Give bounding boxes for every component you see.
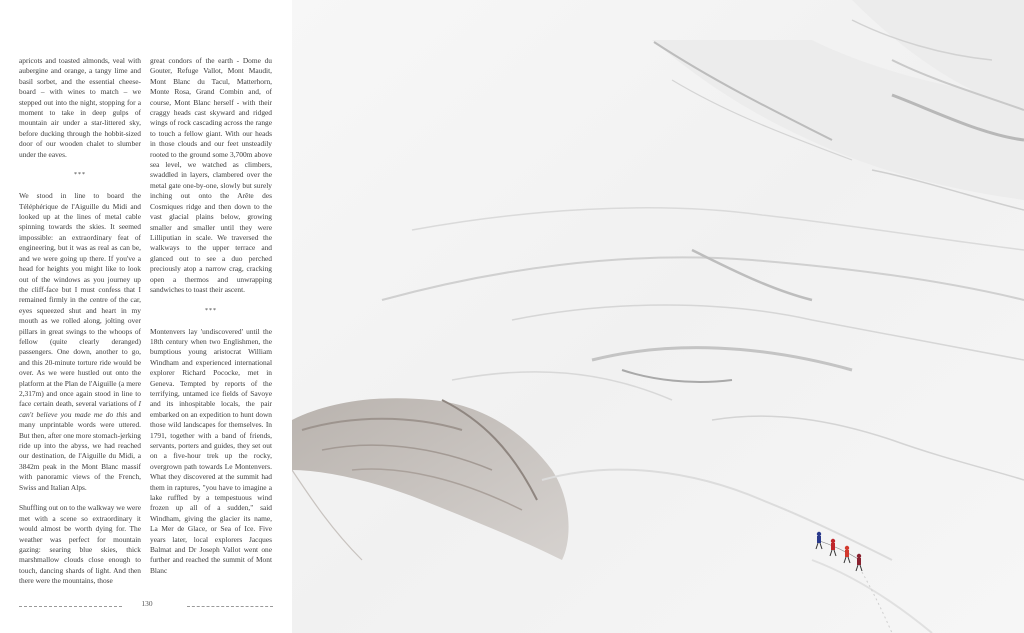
paragraph-text: We stood in line to board the Téléphérique de l'Aiguille du Midi and looked up at the lines of metal cable spinning towards the skies. It seemed impossible: an extraordinary feat of engineering, but it was as real as can be, and we were going up there. If you've a head for heights you might like to look out of the windows as you journey up the cliff-face but I must confess that I remained firmly in the centre of the car, eyes squeezed shut and heart in my mouth as we rolled along, jolting over pillars in great swings to the whoops of fellow (quite clearly deranged) passengers. One down, another to go, and this 20-minute torture ride would be over. As we were hustled out onto the platform at the Plan de l'Aiguille (a mere 2,317m) and once again stood in line to face certain death, several variations of [19,191,141,409]
paragraph [19,191,141,493]
right-text-column [150,56,272,587]
section-separator: *** [74,172,86,179]
paragraph: Montenvers lay 'undiscovered' until the 18th century when two Englishmen, the bumptious young aristocrat William Windham and experienced international explorer Richard Pococke, met in Geneva. Tempted by reports of the terrifying, untamed ice fields of Savoye and its inhospitable locals, the pair embarked on an expedition to hunt down those wild landscapes for themselves. In 1791, together with a band of friends, servants, porters and guides, they set out on a five-hour trek up the rocky, overgrown path towards Le Montenvers. What they discovered at the summit had them in raptures, "you have to imagine a lake ruffled by a tempestuous wind frozen up all of a sudden," said Windham, giving the glacier its name, La Mer de Glace, or Sea of Ice. Five years later, local explorers Jacques Balmat and Dr Joseph Vallot went one further and reached the summit of Mont Blanc [150,326,272,575]
snow-glacier-with-climbers-icon [292,0,1024,633]
text-page [0,0,292,633]
paragraph: apricots and toasted almonds, veal with aubergine and orange, a tangy lime and basil sorbet, and the essential cheese-board – with wines to match – we stepped out into the night, stopping for a moment to take in deep gulps of mountain air under a star-littered sky, before ducking through the hobbit-sized door of our wooden chalet to slumber under the eaves. [19,56,141,159]
paragraph: great condors of the earth - Dome du Gouter, Refuge Vallot, Mont Maudit, Mont Blanc du Tacul, Matterhorn, Monte Rosa, Grand Combin and, of course, Mont Blanc herself - with their craggy heads cast skyward and ridged wings of rock cascading across the range to touch a fellow giant. With our heads in those clouds and our feet unsteadily rooted to the ground some 3,700m above sea level, we watched as climbers, swaddled in layers, clambered over the metal gate one-by-one, slowly but surely inching out onto the Arête des Cosmiques ridge and then down to the vast glacial plains below, growing smaller and smaller until they were Lilliputian in scale. We traversed the walkways to the upper terrace and glanced out to see a duo perched preciously atop a narrow crag, cracking open a thermos and unwrapping sandwiches to toast their ascent. [150,56,272,294]
paragraph-text: and many unprintable words were uttered. But then, after one more stomach-jerking ride up into the abyss, we had reached our destination, de l'Aiguille du Midi, a 3842m peak in the Mont Blanc massif with panoramic views of the French, Swiss and Italian Alps. [19,409,141,492]
italic-quote: I can't believe you made me do this [19,399,141,419]
left-text-column [19,56,141,597]
paragraph: Shuffling out on to the walkway we were met with a scene so extraordinary it would almost be worth dying for. The weather was perfect for mountain gazing: searing blue skies, thick marshmallow clouds close enough to touch, dancing shards of light. And then there were the mountains, those [19,503,141,586]
footer-divider-left [19,606,122,607]
section-separator: *** [205,307,217,314]
page-number: 130 [141,599,153,608]
footer-divider-right [187,606,273,607]
glacier-photo [292,0,1024,633]
